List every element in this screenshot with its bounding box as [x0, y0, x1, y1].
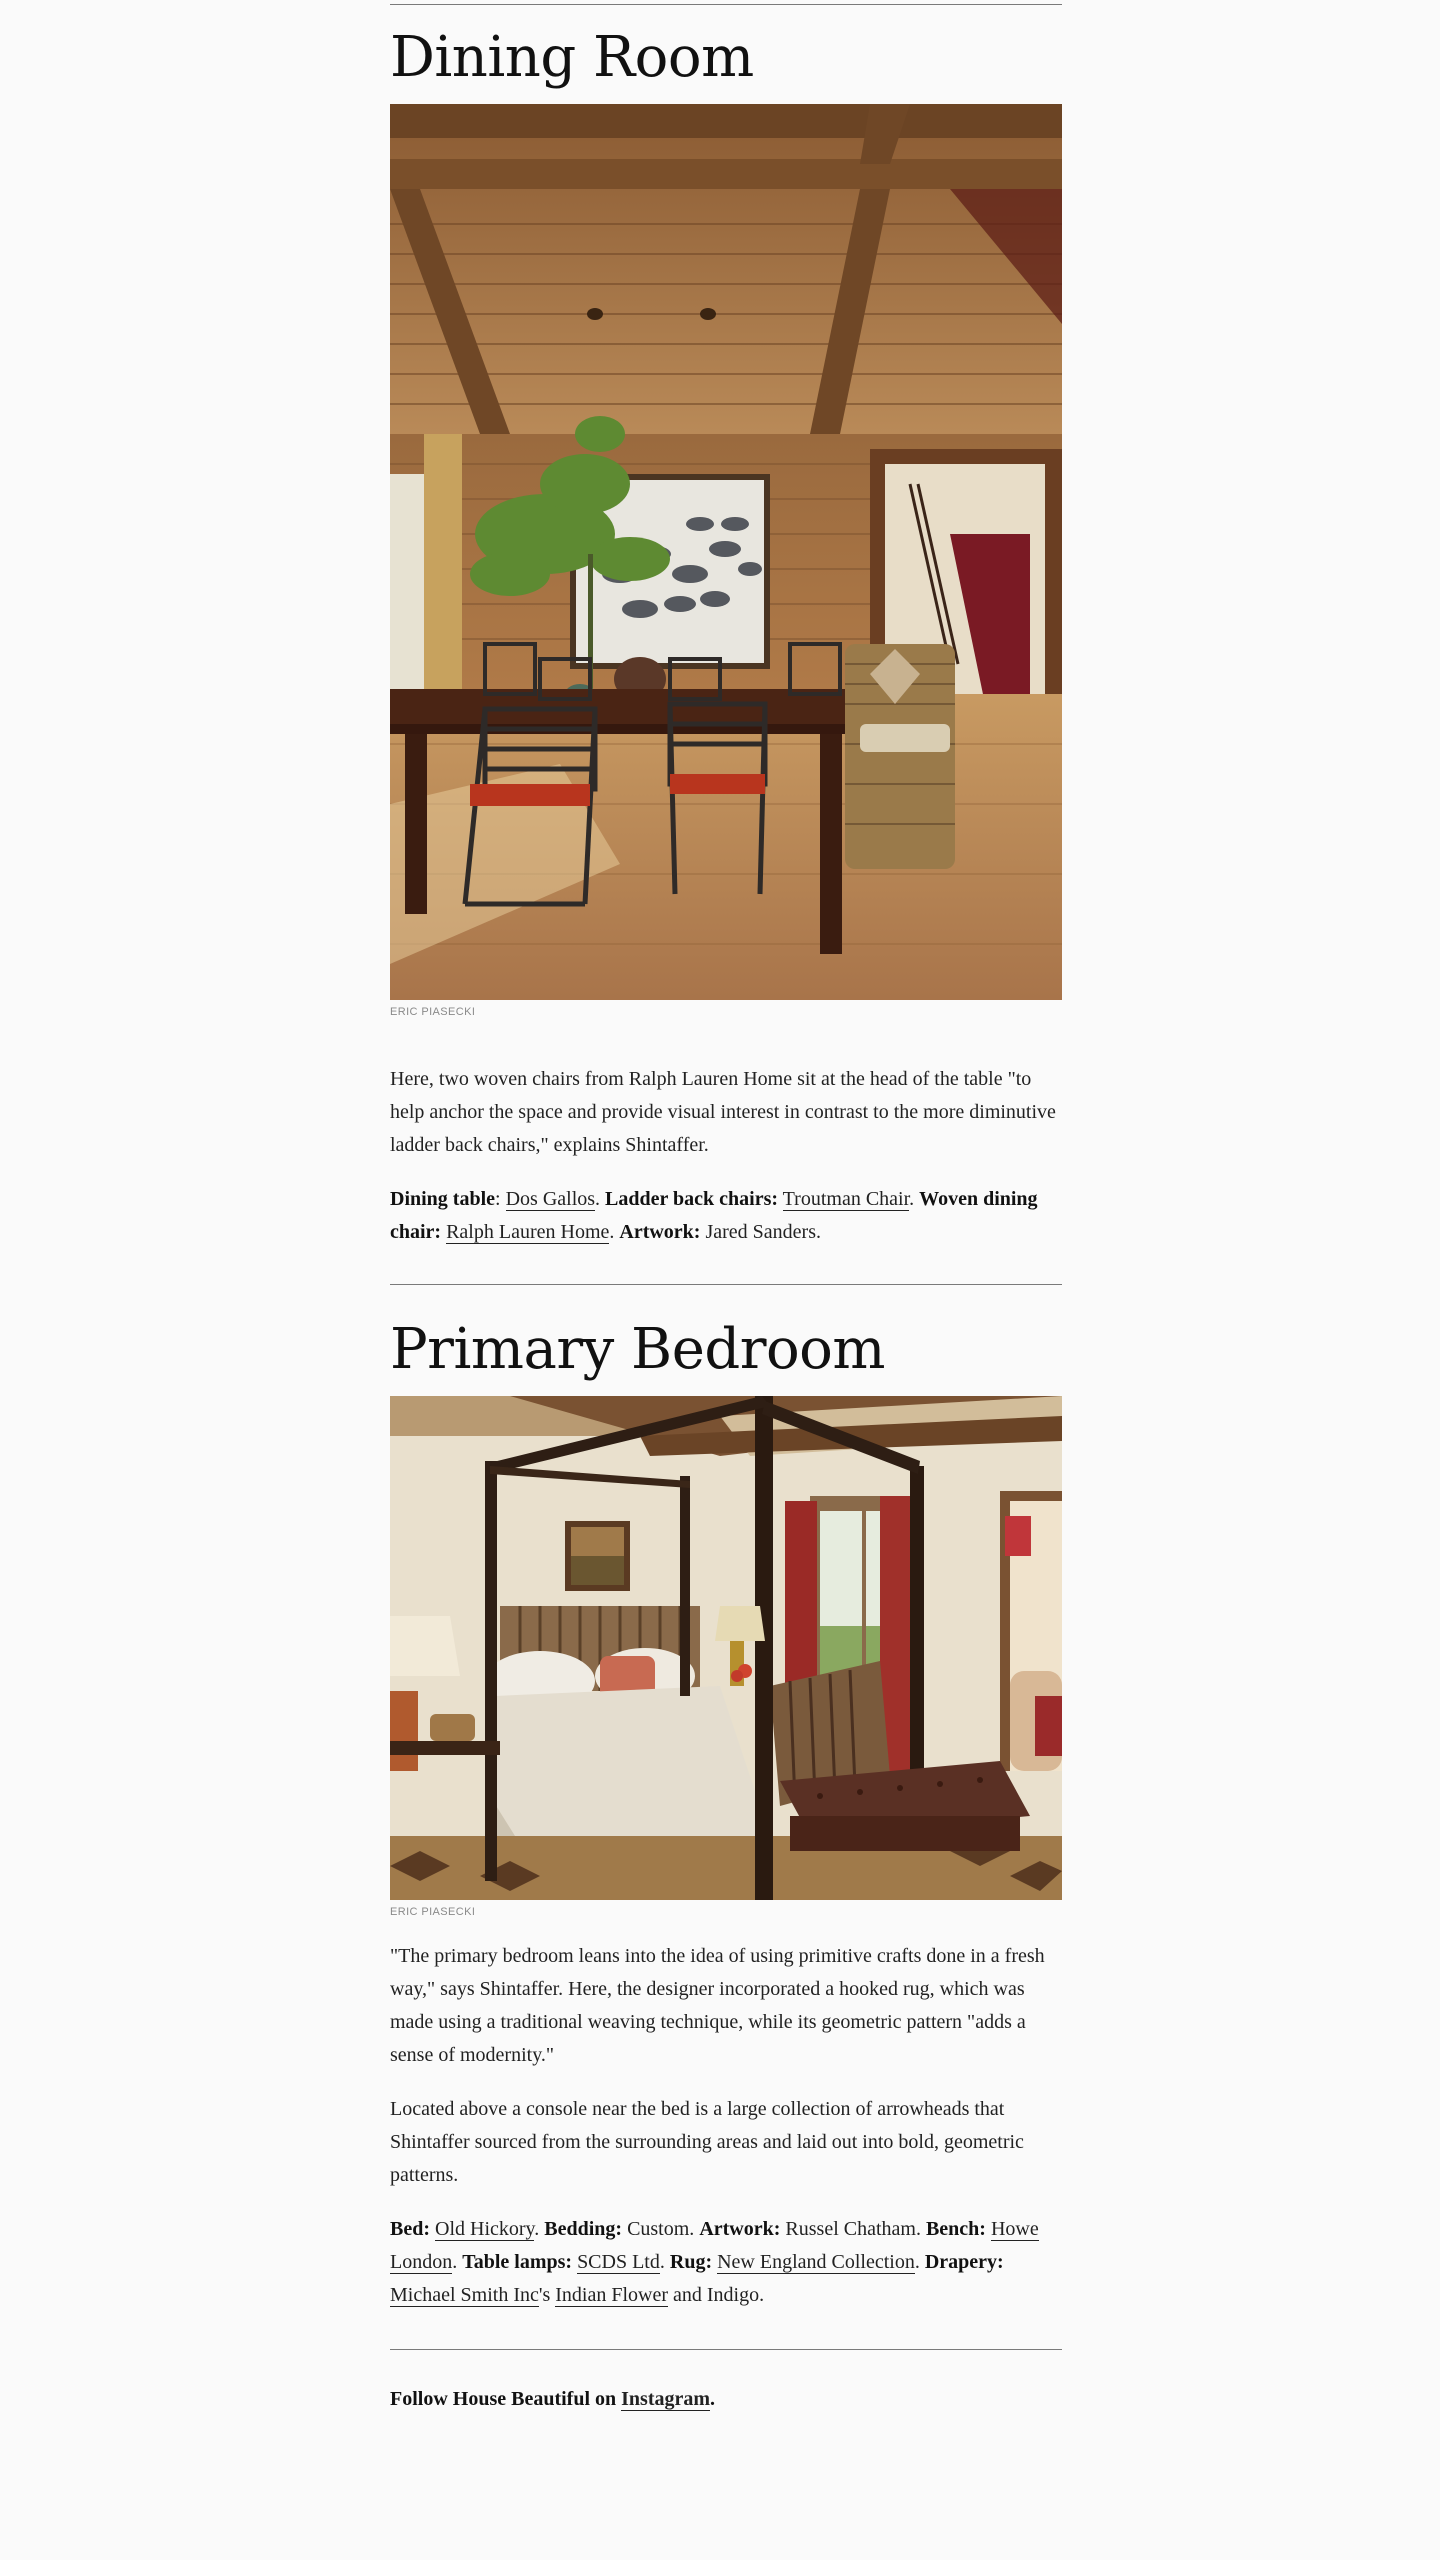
dining-artwork-value: Jared Sanders.	[705, 1221, 821, 1243]
dining-artwork-label: Artwork:	[619, 1221, 701, 1243]
section-divider-top	[390, 4, 1062, 5]
dining-photo-credit: ERIC PIASECKI	[390, 1006, 476, 1018]
dining-room-photo	[390, 104, 1062, 1000]
follow-text: Follow House Beautiful on	[390, 2388, 617, 2410]
woven-chair-label: Woven dining chair:	[390, 1188, 1038, 1243]
bedroom-paragraph-1: "The primary bedroom leans into the idea of using primitive crafts done in a fresh way," says Shintaffer. Here, the designer incorporated a hooked rug, which was made using a traditional weaving technique, while its geometric pattern "adds a sense of modernity."	[390, 1945, 1045, 2066]
rug-label: Rug:	[669, 2251, 713, 2273]
bedroom-artwork-label: Artwork:	[699, 2218, 781, 2240]
bedding-label: Bedding:	[544, 2218, 623, 2240]
bedroom-heading: Primary Bedroom	[390, 1317, 885, 1382]
bedroom-photo	[390, 1396, 1062, 1900]
instagram-link[interactable]: Instagram	[621, 2388, 711, 2410]
bench-label: Bench:	[925, 2218, 986, 2240]
dining-sources: Dining table: Dos Gallos. Ladder back chairs: Troutman Chair. Woven dining chair: Ralph Lauren Home. Artwork: Jared Sanders.	[390, 1188, 1038, 1243]
drapery-label: Drapery:	[924, 2251, 1004, 2273]
bench-link[interactable]: Howe London	[390, 2218, 1039, 2273]
dining-table-link[interactable]: Dos Gallos	[505, 1188, 596, 1210]
bedroom-sources: Bed: Old Hickory. Bedding: Custom. Artwork: Russel Chatham. Bench: Howe London. Table lamps: SCDS Ltd. Rug: New England Collection. Drapery: Michael Smith Inc's Indian Flower and Indigo.	[390, 2218, 1039, 2306]
follow-line: Follow House Beautiful on Instagram.	[390, 2388, 716, 2410]
ladder-chairs-label: Ladder back chairs:	[605, 1188, 779, 1210]
drapery-end: and Indigo.	[673, 2284, 765, 2306]
lamps-label: Table lamps:	[462, 2251, 573, 2273]
drapery-link-1[interactable]: Michael Smith Inc	[390, 2284, 539, 2306]
bedroom-paragraph-2: Located above a console near the bed is a large collection of arrowheads that Shintaffer sourced from the surrounding areas and laid out into bold, geometric patterns.	[390, 2098, 1024, 2186]
woven-chair-link[interactable]: Ralph Lauren Home	[446, 1221, 610, 1243]
lamps-link[interactable]: SCDS Ltd	[577, 2251, 660, 2273]
dining-table-label: Dining table	[390, 1188, 496, 1210]
drapery-link-2[interactable]: Indian Flower	[555, 2284, 669, 2306]
dining-paragraph: Here, two woven chairs from Ralph Lauren Home sit at the head of the table "to help anchor the space and provide visual interest in contrast to the more diminutive ladder back chairs," explains Shintaffer.	[390, 1068, 1056, 1156]
bed-label: Bed:	[390, 2218, 430, 2240]
ladder-chairs-link[interactable]: Troutman Chair	[782, 1188, 910, 1210]
section-divider-bedroom	[390, 2349, 1062, 2350]
bedroom-artwork-value: Russel Chatham.	[785, 2218, 921, 2240]
bedding-value: Custom.	[627, 2218, 695, 2240]
section-divider-dining	[390, 1284, 1062, 1285]
bedroom-photo-credit: ERIC PIASECKI	[390, 1906, 476, 1918]
dining-room-heading: Dining Room	[390, 25, 754, 90]
bed-link[interactable]: Old Hickory	[435, 2218, 535, 2240]
rug-link[interactable]: New England Collection	[717, 2251, 915, 2273]
drapery-possessive: 's	[538, 2284, 551, 2306]
